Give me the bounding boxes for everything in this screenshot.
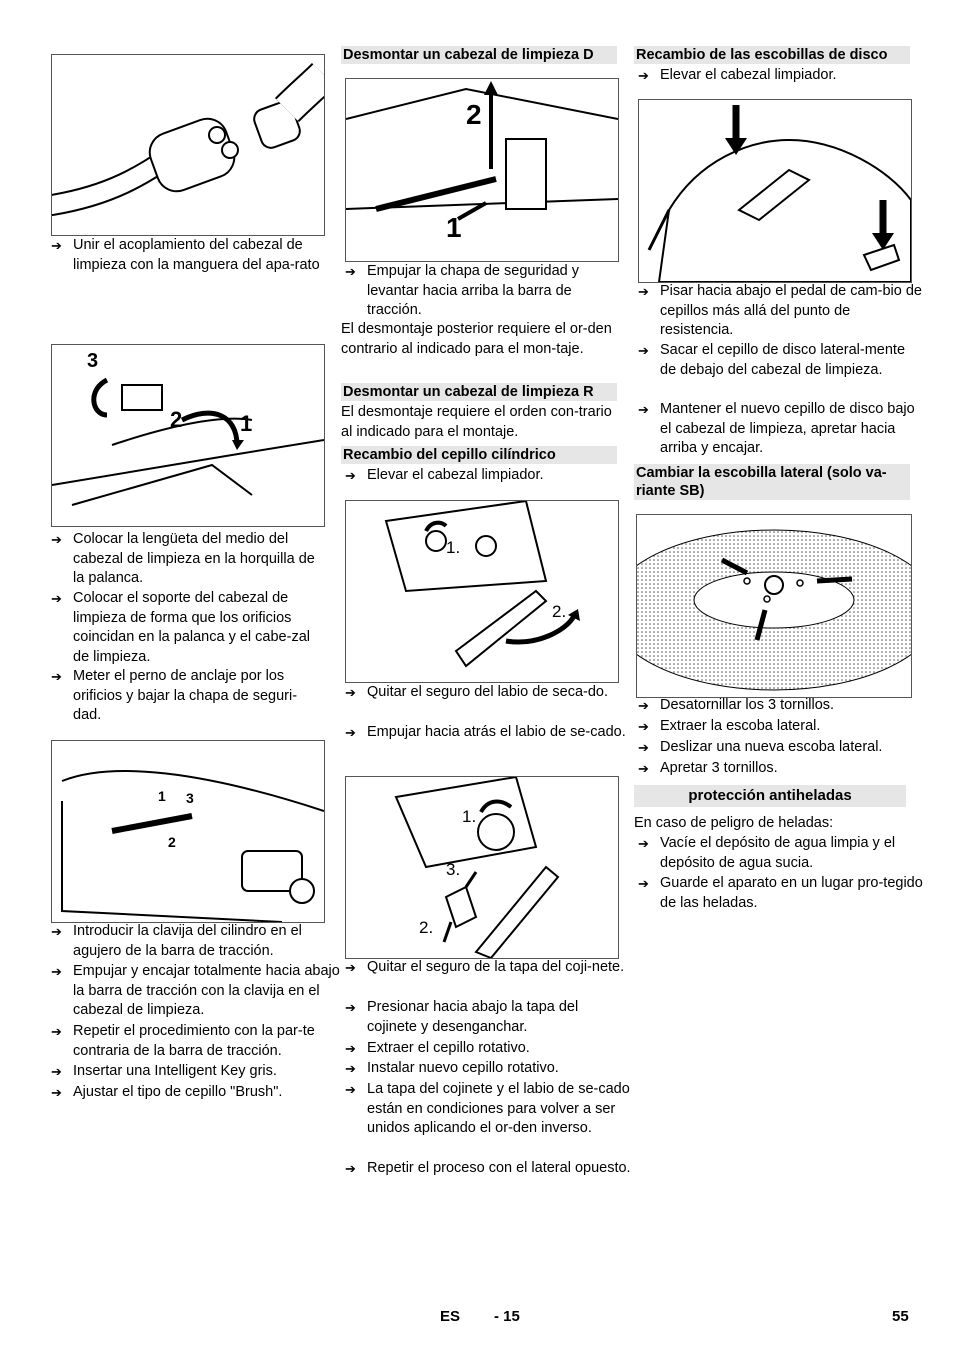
callout-2: 2: [466, 99, 482, 130]
callout-3: 3: [87, 350, 99, 372]
step: ➔ Apretar 3 tornillos.: [638, 759, 925, 779]
figure-disc-brush: [638, 99, 912, 283]
side-broom-illustration: [637, 515, 911, 697]
step: ➔ Vacíe el depósito de agua limpia y el depósito de agua sucia.: [638, 834, 925, 873]
step: ➔ Repetir el procedimiento con la par-te contraria de la barra de tracción.: [51, 1022, 343, 1061]
step: ➔ Insertar una Intelligent Key gris.: [51, 1062, 343, 1082]
lever-fork-illustration: [52, 345, 324, 526]
callout-2: 2: [168, 834, 176, 850]
callout-2: 2: [170, 407, 183, 432]
callout-3: 3: [186, 790, 194, 806]
step: ➔ Colocar el soporte del cabezal de limpieza de forma que los orificios coincidan en la palanca y el cabe-zal de limpieza.: [51, 589, 323, 667]
footer-local-page: - 15: [494, 1308, 520, 1325]
step: ➔ Elevar el cabezal limpiador.: [345, 466, 627, 486]
figure-bearing-cover: [345, 776, 619, 959]
step: ➔ Extraer el cepillo rotativo.: [345, 1039, 632, 1059]
section-heading: [634, 785, 906, 807]
footer-page-number: 55: [892, 1308, 909, 1325]
step: ➔ Pisar hacia abajo el pedal de cam-bio de cepillos más allá del punto de resistencia.: [638, 282, 925, 341]
paragraph: En caso de peligro de heladas:: [634, 815, 834, 831]
step: ➔ Ajustar el tipo de cepillo "Brush".: [51, 1083, 343, 1103]
remove-head-d-illustration: [346, 79, 618, 261]
tow-bar-illustration: [52, 741, 324, 922]
step: ➔ Elevar el cabezal limpiador.: [638, 66, 920, 86]
step: ➔ Quitar el seguro del labio de seca-do.: [345, 683, 632, 703]
callout-2: 2.: [552, 602, 567, 621]
step: ➔ Introducir la clavija del cilindro en el agujero de la barra de tracción.: [51, 922, 343, 961]
step: ➔ Colocar la lengüeta del medio del cabezal de limpieza en la horquilla de la palanca.: [51, 530, 323, 589]
figure-hose-coupling: [51, 54, 325, 236]
step: ➔ Deslizar una nueva escoba lateral.: [638, 738, 925, 758]
step: ➔ Extraer la escoba lateral.: [638, 717, 925, 737]
step: ➔ Empujar hacia atrás el labio de se-cado.: [345, 723, 632, 743]
section-heading: Recambio de las escobillas de disco: [634, 46, 910, 64]
step: ➔ Unir el acoplamiento del cabezal de limpieza con la manguera del apa-rato: [51, 236, 323, 275]
callout-2: 2.: [419, 918, 434, 937]
step: ➔ Quitar el seguro de la tapa del coji-nete.: [345, 958, 632, 978]
paragraph: El desmontaje requiere el orden con-trario al indicado para el montaje.: [341, 404, 612, 440]
callout-3: 3.: [446, 860, 461, 879]
figure-squeegee-lip: [345, 500, 619, 683]
step: ➔ Repetir el proceso con el lateral opuesto.: [345, 1159, 632, 1179]
disc-brush-illustration: [639, 100, 911, 282]
step: ➔ La tapa del cojinete y el labio de se-cado están en condiciones para volver a ser unidos aplicando el or-den inverso.: [345, 1080, 632, 1139]
footer-language: ES: [440, 1308, 461, 1325]
figure-remove-head-d: [345, 78, 619, 262]
step: ➔ Presionar hacia abajo la tapa del cojinete y desenganchar.: [345, 998, 632, 1037]
step: ➔ Meter el perno de anclaje por los orificios y bajar la chapa de seguri-dad.: [51, 667, 323, 726]
figure-lever-fork: [51, 344, 325, 527]
figure-tow-bar: [51, 740, 325, 923]
section-heading: Desmontar un cabezal de limpieza D: [341, 46, 617, 64]
frost-heading-text: protección antiheladas: [688, 787, 852, 804]
step: ➔ Instalar nuevo cepillo rotativo.: [345, 1059, 632, 1079]
step: ➔ Guarde el aparato en un lugar pro-tegido de las heladas.: [638, 874, 925, 913]
hose-coupling-illustration: [52, 55, 324, 235]
bearing-cover-illustration: [346, 777, 618, 958]
paragraph: El desmontaje posterior requiere el or-den contrario al indicado para el mon-taje.: [341, 321, 612, 357]
section-heading: Desmontar un cabezal de limpieza R: [341, 383, 617, 401]
callout-1: 1.: [462, 807, 477, 826]
section-heading: Cambiar la escobilla lateral (solo va-riante SB): [634, 464, 910, 500]
section-heading: Recambio del cepillo cilíndrico: [341, 446, 617, 464]
callout-1: 1: [446, 212, 462, 243]
step: ➔ Sacar el cepillo de disco lateral-mente de debajo del cabezal de limpieza.: [638, 341, 925, 380]
callout-1: 1: [158, 788, 166, 804]
step: ➔ Mantener el nuevo cepillo de disco bajo el cabezal de limpieza, apretar hacia arriba y encajar.: [638, 400, 925, 459]
figure-side-broom: [636, 514, 912, 698]
step: ➔ Desatornillar los 3 tornillos.: [638, 696, 925, 716]
callout-1: 1: [240, 411, 253, 436]
step: ➔ Empujar y encajar totalmente hacia abajo la barra de tracción con la clavija en el cabezal de limpieza.: [51, 962, 343, 1021]
step: ➔ Empujar la chapa de seguridad y levantar hacia arriba la barra de tracción.: [345, 262, 617, 321]
squeegee-lip-illustration: [346, 501, 618, 682]
callout-1: 1.: [446, 538, 461, 557]
